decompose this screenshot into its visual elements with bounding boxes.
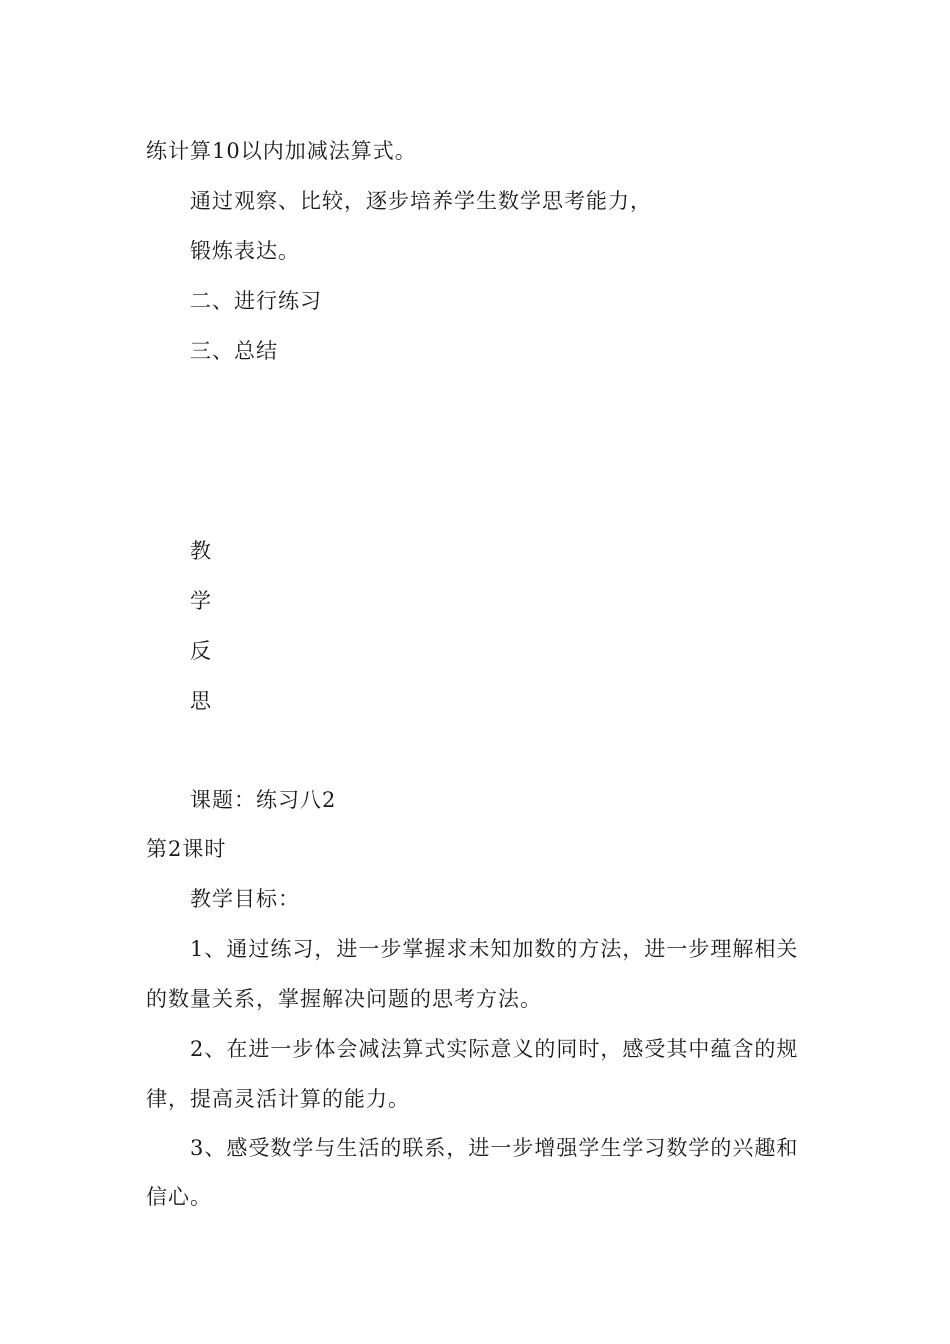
lesson-title: 课题：练习八2 (190, 788, 337, 812)
body-text-line: 练计算10以内加减法算式。 (146, 139, 417, 163)
body-text-line: 锻炼表达。 (190, 239, 300, 263)
reflection-char: 教 (190, 539, 212, 563)
reflection-char: 学 (190, 589, 212, 613)
section-heading: 二、进行练习 (190, 289, 322, 313)
objective-line: 2、在进一步体会减法算式实际意义的同时，感受其中蕴含的规 (190, 1037, 799, 1061)
objective-line: 1、通过练习，进一步掌握求未知加数的方法，进一步理解相关 (190, 937, 799, 961)
section-heading: 三、总结 (190, 339, 278, 363)
objective-line: 律，提高灵活计算的能力。 (146, 1087, 410, 1111)
objective-line: 3、感受数学与生活的联系，进一步增强学生学习数学的兴趣和 (190, 1136, 799, 1160)
objective-line: 的数量关系，掌握解决问题的思考方法。 (146, 987, 542, 1011)
reflection-char: 反 (190, 639, 212, 663)
reflection-char: 思 (190, 689, 212, 713)
body-text-line: 通过观察、比较，逐步培养学生数学思考能力， (190, 189, 652, 213)
lesson-period: 第2课时 (146, 837, 227, 861)
objective-line: 信心。 (146, 1185, 212, 1209)
objectives-heading: 教学目标： (190, 887, 300, 911)
